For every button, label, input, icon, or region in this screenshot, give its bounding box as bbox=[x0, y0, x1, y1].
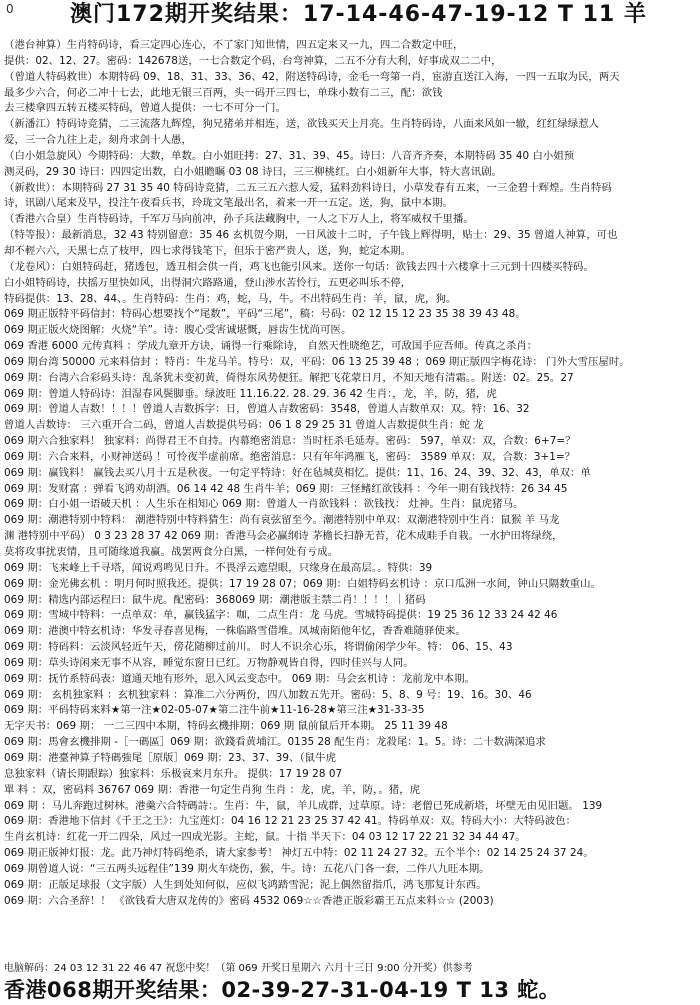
corner-number: 0 bbox=[6, 2, 14, 16]
text-line: 特码提供：13、28、44、。生肖特码：生肖：鸡，蛇，马，牛。不出特码生肖：羊，鼠，虎，狗。 bbox=[4, 292, 457, 305]
text-line: 069 期：金光佛玄机 ：明月何时照我还。提供：17 19 28 07；069 期：白姐特码玄机诗 ：京口瓜洲一水间，钟山只隔数重山。 bbox=[4, 577, 601, 590]
text-line: 曾道人吉数诗： 三六重开合二码，曾道人吉数提供号码：06 1 8 29 25 31 曾道人吉数提供生肖：蛇 龙 bbox=[4, 419, 484, 432]
text-line: 最多少六合，何必二冲十七去，此地无银三百两，头一码开三四七，单珠小数有二三，配：欲钱 bbox=[4, 86, 443, 99]
text-line: 069 期：台湾六合彩码头诗：乱条犹未变初黄，倚得东风势便狂。解把飞花蒙日月，不知天地有清霜。。附送：02。25。27 bbox=[4, 371, 574, 384]
text-line: 测灵码，29 30 诗曰：四四定出数，白小姐瞻瞩 03 08 诗曰，三三柳桃红。白小姐新年大事，特大喜讯剧。 bbox=[4, 165, 503, 178]
text-line: 069 期六合独家料！ 独家料：尚得君王不自持。内幕绝密消息：当时枉杀毛延寿。密码： 597，单双：双，合数：6+7=？ bbox=[4, 435, 576, 448]
text-line: 069 期：平码特码来料★第一注★02-05-07★第二注牛前★11-16-28★第三注★31-33-35 bbox=[4, 704, 425, 717]
text-line: 069 期：抚竹系特码表：道通天地有形外，思入风云变态中。 069 期：马会玄机诗 ：龙前龙中本期。 bbox=[4, 672, 475, 685]
text-line: 069 期：港澳中特玄机诗：华发寻春喜见梅，一株临路雪借堆。凤城南陌他年忆，香香难随驿使来。 bbox=[4, 625, 466, 638]
text-line: 069 期：赢钱料！ 赢钱去买八月十五是秋夜。一句定平特诗：好在毡城莫相忆。提供：11、16、24、39、32、43，单双：单 bbox=[4, 466, 591, 479]
text-line: 069 期：港臺神算子特碼強尾［原版］069 期：23、37、39、（鼠牛虎 bbox=[4, 751, 337, 764]
text-line: （新潘江）特码诗竞猜，二三流落九辉煌，狗兄猪弟并相连，送，欲钱买天上月亮。生肖特码诗，八面来风如一辙，红红绿绿惹人 bbox=[4, 118, 600, 131]
text-line: （龙卷风）：白姐特码赶，猪透包，透丑相会供一肖，鸡飞也能引风来。送你一句话：欲钱去四十六楼拿十三元到十四楼买特码。 bbox=[4, 260, 594, 273]
text-line: 生肖玄机诗：红花一开二四朵，风过一四成光影。主蛇，鼠。十指 半天下：04 03 12 17 22 21 32 34 44 47。 bbox=[4, 831, 526, 844]
text-line: 069 期：草头诗闲来无事不从容，睡觉东窗日已红。万物静观皆自得，四时佳兴与人同。 bbox=[4, 656, 414, 669]
text-line: （港台神算）生肖特码诗，看三定四心连心，不了家门知世情，四五定来又一九，四二合数定中旺， bbox=[4, 39, 464, 51]
text-line: 069 期正版特平码信封：特码心想要找个“尾数”，平码“三尾”，稿：号码：02 12 15 12 23 35 38 39 43 48。 bbox=[4, 308, 526, 321]
text-line: 069 期：飞来峰上千寻塔，闻说鸡鸣见日升。不畏浮云遮望眼，只缘身在最高层。。特供：39 bbox=[4, 561, 433, 574]
text-line: （曾道人特码救世）本期特码 09、18、31、33、36、42，附送特码诗，金毛一弯第一肖，宦游直送江入海，一四一五取为民，两天 bbox=[4, 70, 620, 83]
text-line: 069 期 ：马儿奔跑过树林。港羹六合特碼詩：。生肖：牛，鼠，羊儿成群，过草原。诗：老僧已死成新塔，坏壁无由见旧题。 139 bbox=[4, 799, 603, 812]
text-line: 069 期：曾道人吉数！！！！曾道人吉数拆字：日，曾道人吉数密码：3548，曾道人吉数单双：双。特：16、32 bbox=[4, 403, 530, 416]
text-line: 069 期：潮港特别中特料： 潮港特别中特料猜生：尚有哀弦留至今。潮港特别中单双：双潮港特别中生肖：鼠猴 羊 马龙 bbox=[4, 514, 560, 527]
text-line: 诗，讯剧八尾来及早，投注午夜看兵书，玲珑文笔最出名，着来一开一五定。送，狗，鼠中本期。 bbox=[4, 197, 453, 210]
text-line: （新救世）：本期特码 27 31 35 40 特码诗竞猜，二五三五六惹人爱，猛料劲料诗日，小草发春有五来，一三金碧十辉煌。生肖特码 bbox=[4, 181, 612, 194]
text-line: （特等报）：最新消息，32 43 特别留意：35 46 玄机贺今期，一日风波十二时，子午钱上辉得明，贴士：29、35 曾道人神算，可也 bbox=[4, 229, 618, 242]
text-line: 莫将攻事扰衷情，且可随缘道我赢。战罢两食分白黑，一样何处有亏成。 bbox=[4, 546, 339, 558]
text-line: 爱，三一合九往上走，刻舟求剑十人愚， bbox=[4, 134, 192, 147]
text-line: 069 香港 6000 元传真料 ：学成九章开方诀，诵得一行乘除诗， 自然天性晓绝艺，可敌国手应吾师。传真之杀肖： bbox=[4, 340, 538, 353]
text-line: 069 期：精选内部运程曰：鼠牛虎。配密码：368069 期：潮港版主禁二肖！！！！｜猪码 bbox=[4, 593, 426, 606]
text-line: 却不輕六六，天黑七点了枝甲，四七求得钱笔下，但乐于密严贵人，送，狗，蛇定本期。 bbox=[4, 244, 412, 257]
text-line: 069 期：六合圣辞！！ 《欲钱看大唐双龙传的》密码 4532 069☆☆香港正版彩霸王五点来料☆☆ (2003) bbox=[4, 894, 494, 907]
text-line: 069 期：白小姐一语破天机 ：人生乐在相知心 069 期：曾道人一肖欲钱料 ：欲钱找： 灶神。生肖：鼠虎猪马。 bbox=[4, 498, 524, 511]
footer-decode-note: 电脑解码：24 03 12 31 22 46 47 祝您中奖！（第 069 开奖日星期六 六月十三日 9:00 分开奖）供参考 bbox=[4, 963, 473, 974]
text-line: 069 期：雪城中特料：一点单双：单，赢钱猛字：咖，二点生肖：龙 马虎。雪城特码提供：19 25 36 12 33 24 42 46 bbox=[4, 609, 558, 622]
text-line: 069 期：发财富 ：弹看飞鸿劝胡酒。06 14 42 48 生肖牛羊；069 期：三怪鳍红欲钱料 ：今年一期有钱找特：26 34 45 bbox=[4, 482, 568, 495]
text-line: 无字天书：069 期： 一二三四中本期，特码玄機排期：069 期 鼠前鼠后开本期。 25 11 39 48 bbox=[4, 720, 448, 733]
text-line: 069 期台湾 50000 元来料信封 ：特肖：牛龙马羊。特号：双，平码：06 13 25 39 48 ；069 期正版四字梅花诗： 门外大雪压屋时。 bbox=[4, 355, 630, 368]
text-line: 069 期：六合来料，小财神送码 ！可怜夜半虚前席。绝密消息：只有年年鸿雁飞，密码： 3589 单双：双，合数：3+1=？ bbox=[4, 450, 576, 463]
text-line: 069 期：曾道人特码诗：泪湿春风鬓脚垂。绿波旺 11.16.22. 28. 29. 36 42 生肖：，龙，羊，防，猪，虎 bbox=[4, 387, 497, 400]
text-line: 069 期正版火烧图解：火烧“羊”。诗：腹心受害诚堪慨，唇齿生忧尚可医。 bbox=[4, 324, 352, 337]
text-line: （白小姐急旋风）今期特码：大数，单数。白小姐旺拷：27、31、39、45。诗曰：八音齐齐奏，本期特码 35 40 白小姐预 bbox=[4, 149, 575, 162]
text-line: 069 期正版神灯报：龙。此乃神灯特码绝杀，请大家参考！ 神灯五中特：02 11 24 27 32。五个半个：02 14 25 24 37 24。 bbox=[4, 847, 594, 860]
text-line: 去三楼拿四五转五楼买特码，曾道人提供：一七不可分一门。 bbox=[4, 102, 286, 115]
text-line: 單 料 ：双，密码料 36767 069 期：香港一句定生肖狗 生肖 ：龙，虎，羊，防，。猪，虎 bbox=[4, 783, 421, 796]
text-line: 069 期：特码料：云淡风轻近午天，傍花随柳过前川。 时人不识余心乐，将谓偷闲学少年。特： 06、15、43 bbox=[4, 641, 513, 654]
text-line: 白小姐特码诗，扶摇万里快如风，出得洞穴路路通，登山涉水苦怜行，五更必叫乐不停， bbox=[4, 276, 412, 289]
text-line: 069 期：香港地下信封《千王之王》：九宝莲灯：04 16 12 21 23 25 37 42 41。特码单双：双。特码大小：大特码波色： bbox=[4, 815, 577, 828]
text-line: 069 期：馬會玄機排期 -［一碼區］069 期：欲錢看黄埔江。0135 28 配生肖：龙殺尾：1。5。诗：二十数满深追求 bbox=[4, 736, 546, 749]
text-line: 提供：02、12、27。密码：142678送，一七合数定个码，台弯神算，二五不分有大利，好事成双二二中， bbox=[4, 54, 502, 67]
text-line: 069 期： 玄机独家料 ：玄机独家料 ：算准二六分两份，四八加数五先开。密码：5、8、9 号：19、16。30、46 bbox=[4, 688, 532, 701]
text-line: 069 期曾道人说：“三五两头远程佳”139 期火车烧伤，猴，牛。诗：五花八门各一套，二件八九旺本期。 bbox=[4, 862, 490, 875]
text-line: 069 期：正版足球报（文字版）人生到处知何似，应似飞鸿踏雪泥；泥上偶然留指爪，鸿飞那复计东西。 bbox=[4, 878, 487, 891]
text-line: 息独家料（请长期跟踪）独家料：乐极哀来月东升。 提供：17 19 28 07 bbox=[4, 767, 343, 780]
footer-result-title: 香港068期开奖结果：02-39-27-31-04-19 T 13 蛇。 bbox=[4, 978, 561, 1002]
page-title: 澳门172期开奖结果：17-14-46-47-19-12 T 11 羊 bbox=[70, 2, 647, 27]
prediction-text-body bbox=[4, 38, 696, 909]
text-line: 渊 港特别中平码） 0 3 23 28 37 42 069 期：香港马会必赢纲诗 茅檐长扫静无苔，花木成畦手自栽。一水护田将绿绕， bbox=[4, 530, 563, 543]
text-line: （香港六合皇）生肖特码诗，千军万马向前冲，孙子兵法藏胸中，一人之下万人上，将军威权千里播。 bbox=[4, 213, 474, 226]
